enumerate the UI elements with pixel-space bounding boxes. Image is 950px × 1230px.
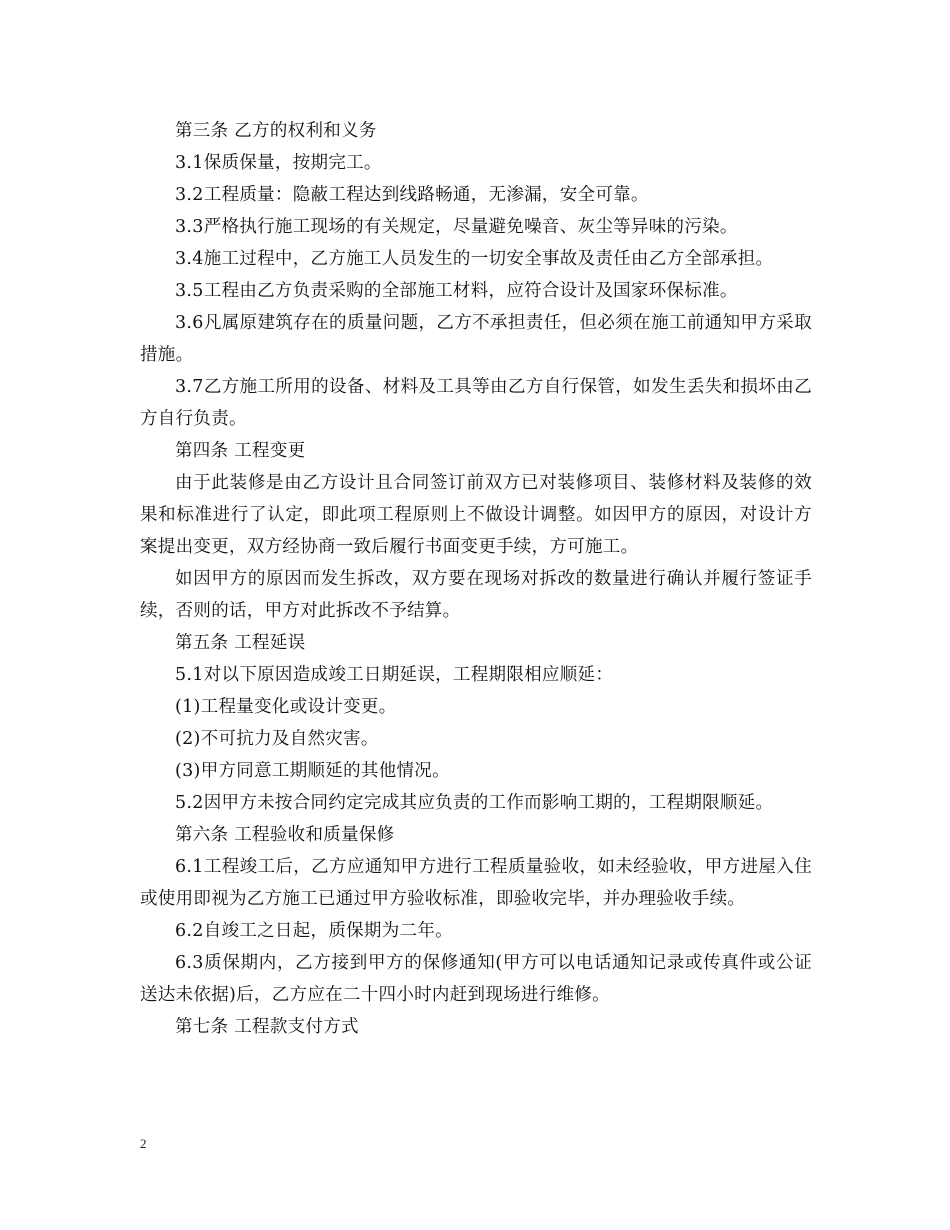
clause-3-2: 3.2工程质量：隐蔽工程达到线路畅通，无渗漏，安全可靠。: [175, 185, 649, 205]
clause-6-1: 6.1工程竣工后，乙方应通知甲方进行工程质量验收，如未经验收，甲方进屋入住或使用即视为乙方施工已通过甲方验收标准，即验收完毕，并办理验收手续。: [140, 857, 812, 909]
clause-3-6: 3.6凡属原建筑存在的质量问题，乙方不承担责任，但必须在施工前通知甲方采取措施。: [140, 313, 812, 365]
section-heading-article-5: 第五条 工程延误: [175, 633, 306, 653]
clause-6-2: 6.2自竣工之日起，质保期为二年。: [175, 921, 453, 941]
section-heading-article-3: 第三条 乙方的权利和义务: [175, 121, 377, 141]
clause-5-1-item-1: (1)工程量变化或设计变更。: [175, 697, 397, 717]
clause-6-3: 6.3质保期内，乙方接到甲方的保修通知(甲方可以电话通知记录或传真件或公证送达未依据)后，乙方应在二十四小时内赶到现场进行维修。: [140, 953, 812, 1005]
section-heading-article-4: 第四条 工程变更: [175, 441, 306, 461]
clause-3-1: 3.1保质保量，按期完工。: [175, 153, 382, 173]
clause-3-4: 3.4施工过程中，乙方施工人员发生的一切安全事故及责任由乙方全部承担。: [175, 249, 774, 269]
clause-5-1-item-3: (3)甲方同意工期顺延的其他情况。: [175, 761, 450, 781]
article-4-paragraph-1: 由于此装修是由乙方设计且合同签订前双方已对装修项目、装修材料及装修的效果和标准进行了认定，即此项工程原则上不做设计调整。如因甲方的原因，对设计方案提出变更，双方经协商一致后履行书面变更手续，方可施工。: [140, 473, 812, 557]
clause-5-1-item-2: (2)不可抗力及自然灾害。: [175, 729, 379, 749]
page-number: 2: [140, 1136, 147, 1151]
article-4-paragraph-2: 如因甲方的原因而发生拆改，双方要在现场对拆改的数量进行确认并履行签证手续，否则的话，甲方对此拆改不予结算。: [140, 569, 812, 621]
document-body: [140, 115, 812, 1043]
clause-3-5: 3.5工程由乙方负责采购的全部施工材料，应符合设计及国家环保标准。: [175, 281, 738, 301]
section-heading-article-7: 第七条 工程款支付方式: [175, 1017, 359, 1037]
clause-5-1: 5.1对以下原因造成竣工日期延误，工程期限相应顺延：: [175, 665, 614, 685]
clause-5-2: 5.2因甲方未按合同约定完成其应负责的工作而影响工期的，工程期限顺延。: [175, 793, 774, 813]
section-heading-article-6: 第六条 工程验收和质量保修: [175, 825, 395, 845]
clause-3-7: 3.7乙方施工所用的设备、材料及工具等由乙方自行保管，如发生丢失和损坏由乙方自行负责。: [140, 377, 812, 429]
clause-3-3: 3.3严格执行施工现场的有关规定，尽量避免噪音、灰尘等异味的污染。: [175, 217, 738, 237]
